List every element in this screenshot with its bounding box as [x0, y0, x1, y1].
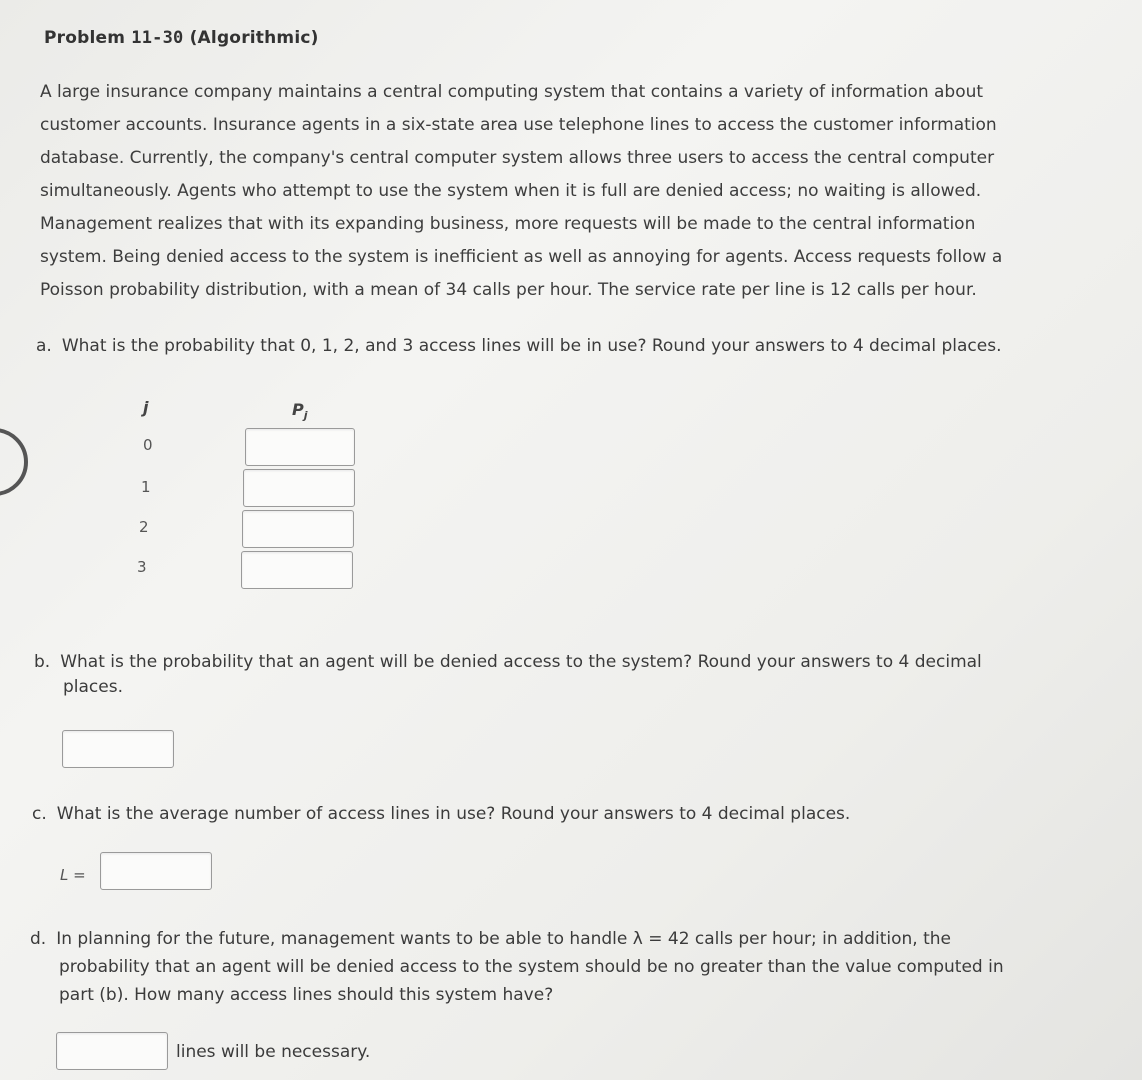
denied-probability-input[interactable]: [62, 730, 174, 768]
problem-title: [44, 28, 319, 48]
part-a-letter: a.: [36, 336, 52, 356]
part-a-text: What is the probability that 0, 1, 2, and 3 access lines will be in use? Round your answers to 4 decimal places.: [61, 336, 1002, 356]
intro-line: simultaneously. Agents who attempt to use the system when it is full are denied access; no waiting is allowed.: [40, 181, 982, 201]
p0-input[interactable]: [245, 428, 355, 466]
j-value: 0: [143, 436, 153, 454]
column-header-pj: [292, 400, 308, 422]
part-d-text-line1: In planning for the future, management wants to be able to handle λ = 42 calls per hour; in addition, the: [56, 929, 951, 949]
part-c-letter: c.: [32, 804, 47, 824]
part-a-question: [36, 336, 1001, 356]
j-value: 1: [141, 478, 151, 496]
intro-line: system. Being denied access to the system is inefficient as well as annoying for agents. Access requests follow a: [40, 247, 1003, 267]
intro-line: customer accounts. Insurance agents in a six-state area use telephone lines to access the customer information: [40, 115, 997, 135]
access-lines-input[interactable]: [56, 1032, 168, 1070]
part-b-text-line2: places.: [63, 677, 123, 697]
part-c-question: [32, 804, 850, 824]
p3-input[interactable]: [241, 551, 353, 589]
part-d-letter: d.: [30, 929, 47, 949]
pj-symbol: P: [292, 400, 304, 419]
part-d-text-line2: probability that an agent will be denied access to the system should be no greater than the value computed in: [59, 957, 1004, 977]
title-suffix: (Algorithmic): [183, 28, 319, 48]
part-b-letter: b.: [34, 652, 51, 672]
part-c-text: What is the average number of access lines in use? Round your answers to 4 decimal places.: [56, 804, 851, 824]
intro-line: Poisson probability distribution, with a mean of 34 calls per hour. The service rate per line is 12 calls per hour.: [40, 280, 977, 300]
column-header-j: j: [143, 398, 149, 417]
part-b-text-line1: What is the probability that an agent will be denied access to the system? Round your answers to 4 decimal: [60, 652, 982, 672]
part-d-question: [30, 925, 1004, 1009]
j-value: 2: [139, 518, 149, 536]
part-d-text-line3: part (b). How many access lines should this system have?: [59, 985, 554, 1005]
side-nav-circle[interactable]: [0, 428, 28, 496]
p1-input[interactable]: [243, 469, 355, 507]
l-label: L =: [60, 866, 86, 884]
intro-line: A large insurance company maintains a central computing system that contains a variety of information about: [40, 82, 984, 102]
j-value: 3: [137, 558, 147, 576]
title-prefix: Problem: [44, 28, 132, 48]
intro-line: Management realizes that with its expanding business, more requests will be made to the central information: [40, 214, 976, 234]
problem-intro: [40, 76, 1110, 307]
part-b-question: [34, 650, 982, 700]
average-lines-input[interactable]: [100, 852, 212, 890]
title-number: 11-30: [131, 28, 184, 48]
pj-subscript: j: [303, 409, 308, 423]
lines-necessary-label: lines will be necessary.: [176, 1042, 371, 1062]
intro-line: database. Currently, the company's central computer system allows three users to access the central computer: [40, 148, 995, 168]
p2-input[interactable]: [242, 510, 354, 548]
